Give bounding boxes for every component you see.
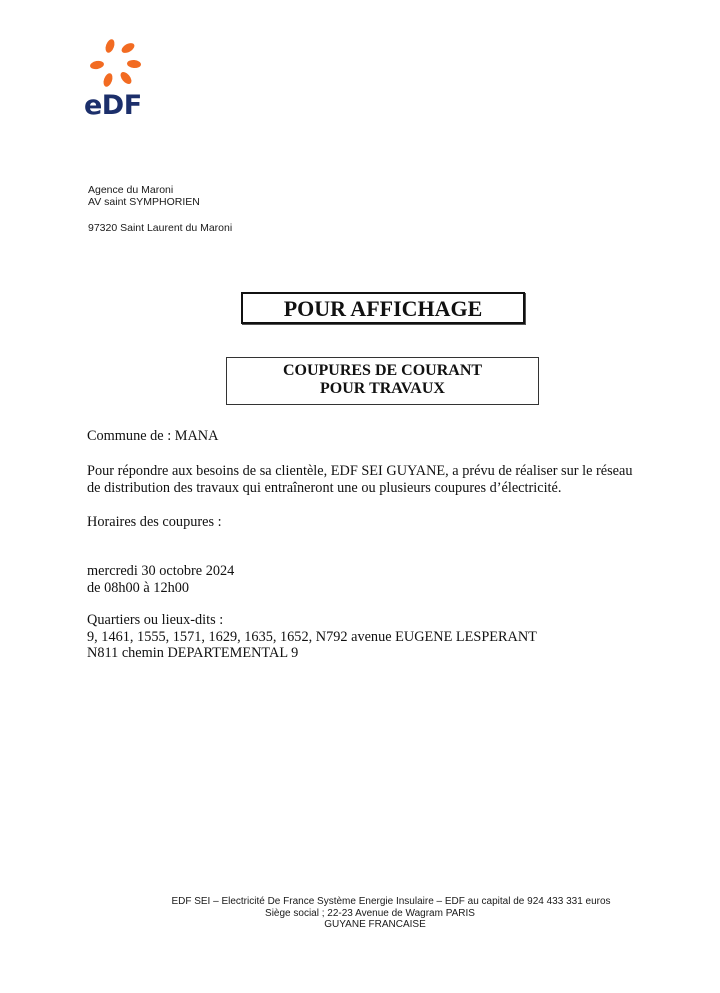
edf-logo (84, 38, 156, 121)
edf-logo-text: eDF (84, 90, 142, 121)
footer-line2: Siège social ; 22-23 Avenue de Wagram PARIS (265, 907, 475, 919)
sender-street: AV saint SYMPHORIEN (88, 196, 200, 208)
outage-schedule (87, 563, 234, 596)
notice-subtitle-line1: COUPURES DE COURANT (282, 362, 483, 379)
intro-line2: de distribution des travaux qui entraîneront une ou plusieurs coupures d’électricité. (87, 479, 562, 496)
edf-sun-icon (88, 38, 144, 90)
sender-city: 97320 Saint Laurent du Maroni (88, 222, 233, 234)
horaires-label: Horaires des coupures : (87, 514, 222, 530)
quartiers-line1: 9, 1461, 1555, 1571, 1629, 1635, 1652, N792 avenue EUGENE LESPERANT (87, 628, 537, 645)
intro-line1: Pour répondre aux besoins de sa clientèle, EDF SEI GUYANE, a prévu de réaliser sur le réseau (87, 463, 633, 479)
outage-time: de 08h00 à 12h00 (87, 579, 190, 596)
sender-agency: Agence du Maroni (88, 184, 174, 196)
notice-title: POUR AFFICHAGE (283, 296, 483, 321)
quartiers-section (87, 612, 537, 662)
sender-address (88, 184, 232, 234)
quartiers-label: Quartiers ou lieux-dits : (87, 612, 224, 628)
notice-title-box (241, 292, 525, 324)
notice-subtitle-box (226, 357, 539, 405)
outage-date: mercredi 30 octobre 2024 (87, 563, 235, 579)
footer-line1: EDF SEI – Electricité De France Système Energie Insulaire – EDF au capital de 924 433 331 euros (171, 896, 611, 907)
intro-paragraph (87, 463, 717, 496)
footer-line3: GUYANE FRANCAISE (324, 919, 426, 930)
notice-subtitle-line2: POUR TRAVAUX (320, 380, 445, 397)
footer (0, 896, 720, 931)
commune-line: Commune de : MANA (87, 428, 219, 444)
quartiers-line2: N811 chemin DEPARTEMENTAL 9 (87, 645, 299, 661)
